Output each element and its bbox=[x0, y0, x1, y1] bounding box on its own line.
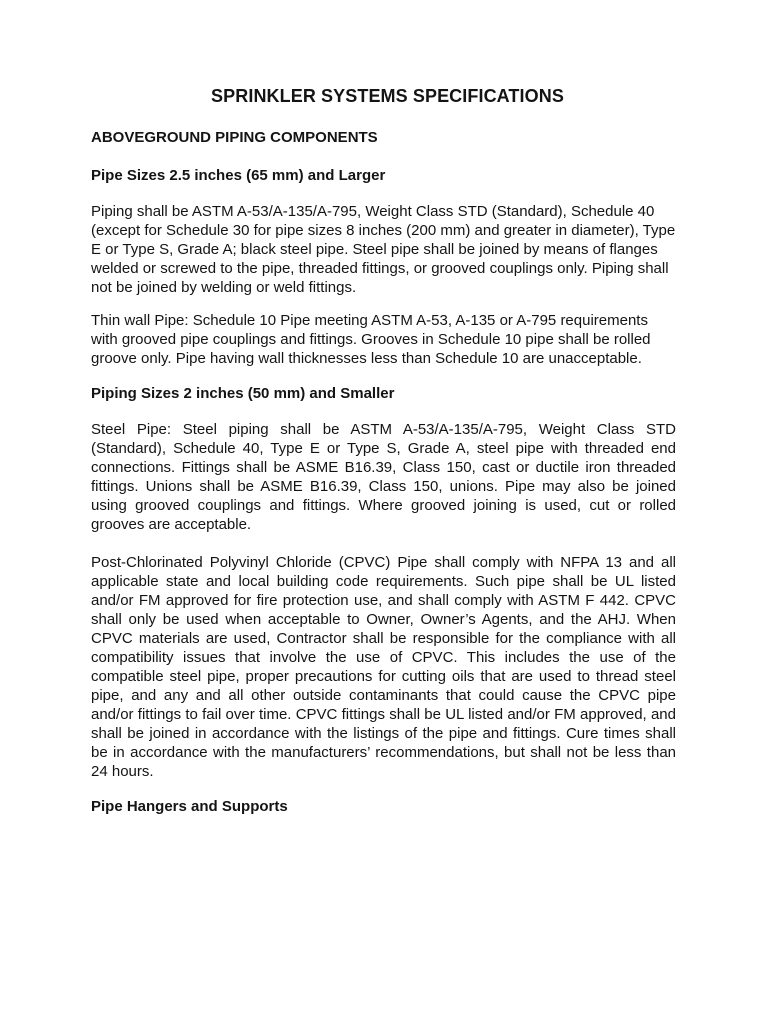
subsection-heading-large-pipe-sizes: Pipe Sizes 2.5 inches (65 mm) and Larger bbox=[91, 167, 386, 184]
section-heading-aboveground-piping: ABOVEGROUND PIPING COMPONENTS bbox=[91, 129, 378, 146]
document-page bbox=[91, 84, 676, 817]
document-title: SPRINKLER SYSTEMS SPECIFICATIONS bbox=[211, 86, 564, 106]
subsection-heading-hangers-supports: Pipe Hangers and Supports bbox=[91, 798, 288, 815]
paragraph-steel-piping-requirements: Piping shall be ASTM A-53/A-135/A-795, Weight Class STD (Standard), Schedule 40 (except for Schedule 30 for pipe sizes 8 inches (200 mm) and greater in diameter), Type E or Type S, Grade A; black steel pipe. Steel pipe shall be joined by means of flanges welded or screwed to the pipe, threaded fittings, or grooved couplings only. Piping shall not be joined by welding or weld fittings. bbox=[91, 203, 676, 296]
paragraph-thin-wall-pipe: Thin wall Pipe: Schedule 10 Pipe meeting ASTM A-53, A-135 or A-795 requirements with grooved pipe couplings and fittings. Grooves in Schedule 10 pipe shall be rolled groove only. Pipe having wall thicknesses less than Schedule 10 are unacceptable. bbox=[91, 312, 651, 367]
subsection-heading-small-pipe-sizes: Piping Sizes 2 inches (50 mm) and Smaller bbox=[91, 385, 395, 402]
paragraph-steel-pipe-small: Steel Pipe: Steel piping shall be ASTM A-53/A-135/A-795, Weight Class STD (Standard), Schedule 40, Type E or Type S, Grade A, steel pipe with threaded end connections. Fittings shall be ASME B16.39, Class 150, cast or ductile iron threaded fittings. Unions shall be ASME B16.39, Class 150, unions. Pipe may also be joined using grooved couplings and fittings. Where grooved joining is used, cut or rolled grooves are acceptable. bbox=[91, 421, 676, 533]
paragraph-cpvc-pipe: Post-Chlorinated Polyvinyl Chloride (CPVC) Pipe shall comply with NFPA 13 and all applicable state and local building code requirements. Such pipe shall be UL listed and/or FM approved for fire protection use, and shall comply with ASTM F 442. CPVC shall only be used when acceptable to Owner, Owner’s Agents, and the AHJ. When CPVC materials are used, Contractor shall be responsible for the compliance with all compatibility issues that involve the use of CPVC. This includes the use of the compatible steel pipe, proper precautions for cutting oils that are used to thread steel pipe, and any and all other outside contaminants that could cause the CPVC pipe and/or fittings to fail over time. CPVC fittings shall be UL listed and/or FM approved, and shall be joined in accordance with the listings of the pipe and fittings. Cure times shall be in accordance with the manufacturers’ recommendations, but shall not be less than 24 hours. bbox=[91, 554, 676, 780]
